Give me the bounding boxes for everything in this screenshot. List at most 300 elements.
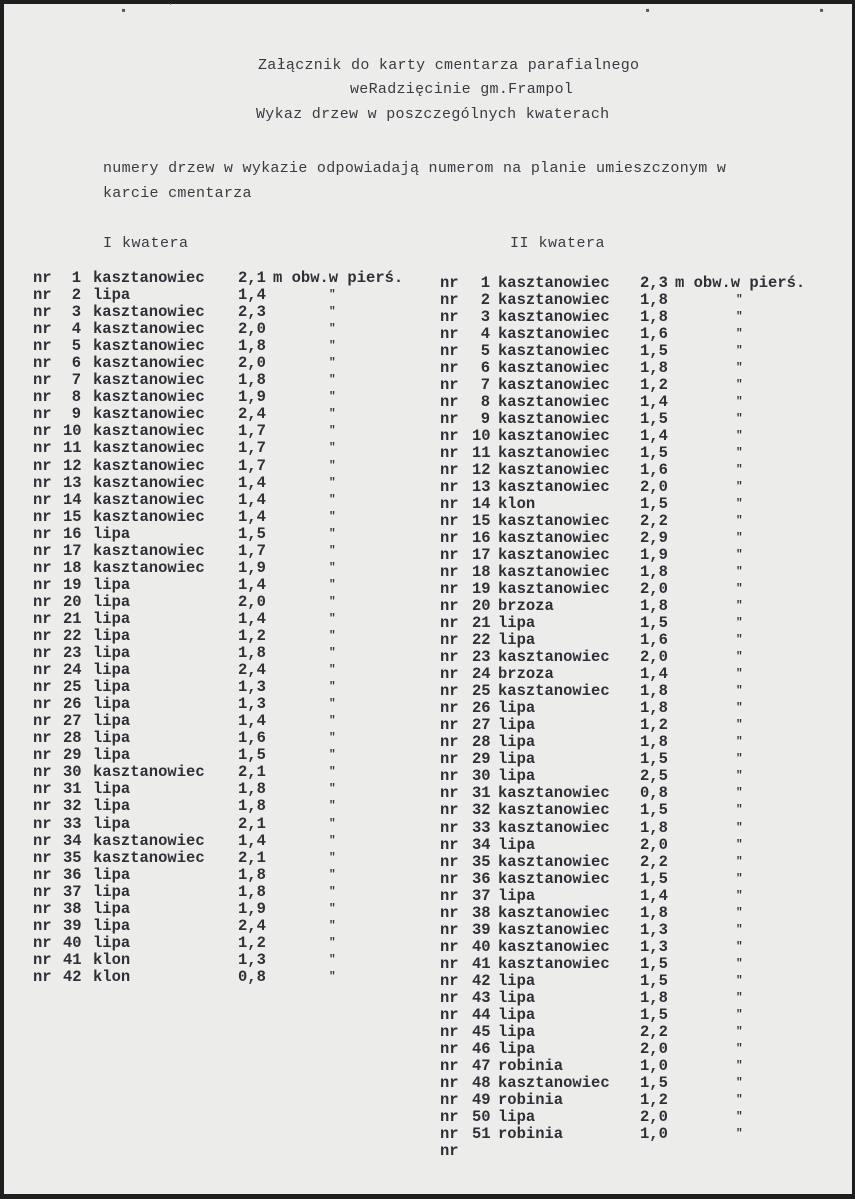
row-prefix: nr — [440, 682, 459, 701]
ditto-mark: " — [736, 362, 743, 375]
tree-species: lipa — [93, 592, 131, 611]
row-prefix: nr — [440, 597, 459, 616]
tree-number: 5 — [480, 342, 490, 361]
tree-circumference: 1,5 — [640, 801, 668, 820]
tree-circumference: 1,2 — [238, 933, 266, 952]
tree-species: klon — [498, 495, 536, 514]
tree-number: 20 — [63, 592, 82, 611]
ditto-mark: " — [736, 1042, 743, 1055]
row-prefix: nr — [440, 1073, 459, 1092]
row-prefix: nr — [33, 303, 52, 322]
row-prefix: nr — [440, 1107, 459, 1126]
ditto-mark: " — [329, 323, 336, 336]
ditto-mark: " — [736, 345, 743, 358]
row-prefix: nr — [440, 1056, 459, 1075]
tree-species: kasztanowiec — [93, 422, 205, 441]
row-prefix: nr — [33, 882, 52, 901]
tree-number: 26 — [63, 695, 82, 714]
ditto-mark: " — [736, 906, 743, 919]
row-prefix: nr — [440, 1141, 459, 1160]
row-prefix: nr — [33, 626, 52, 645]
tree-species: kasztanowiec — [93, 541, 205, 560]
tree-number: 42 — [472, 971, 491, 990]
tree-number: 15 — [472, 512, 491, 531]
tree-circumference: 1,6 — [640, 631, 668, 650]
tree-number: 10 — [472, 427, 491, 446]
tree-species: kasztanowiec — [93, 269, 205, 287]
tree-number: 30 — [472, 767, 491, 786]
row-prefix: nr — [33, 507, 52, 526]
ditto-mark: " — [329, 578, 336, 591]
row-prefix: nr — [33, 609, 52, 628]
ditto-mark: " — [329, 357, 336, 370]
row-prefix: nr — [33, 865, 52, 884]
tree-species: lipa — [93, 746, 131, 765]
tree-circumference: 1,8 — [238, 865, 266, 884]
ditto-mark: " — [329, 936, 336, 949]
ditto-mark: " — [329, 766, 336, 779]
tree-number: 32 — [63, 797, 82, 816]
tree-number: 23 — [63, 644, 82, 663]
tree-circumference: 2,2 — [640, 852, 668, 871]
row-prefix: nr — [33, 695, 52, 714]
tree-number: 4 — [480, 325, 490, 344]
tree-number: 16 — [63, 524, 82, 543]
tree-circumference: 1,8 — [640, 699, 668, 718]
ditto-mark: " — [329, 476, 336, 489]
row-prefix: nr — [33, 541, 52, 560]
tree-circumference: 1,8 — [640, 733, 668, 752]
tree-number: 35 — [63, 848, 82, 867]
row-prefix: nr — [33, 354, 52, 373]
tree-circumference: 1,0 — [640, 1056, 668, 1075]
tree-number: 51 — [472, 1124, 491, 1143]
ditto-mark: " — [736, 447, 743, 460]
tree-circumference: 1,4 — [238, 609, 266, 628]
tree-circumference: 2,0 — [640, 580, 668, 599]
row-prefix: nr — [440, 699, 459, 718]
ditto-mark: " — [736, 872, 743, 885]
tree-number: 4 — [71, 320, 81, 339]
tree-number: 12 — [472, 461, 491, 480]
tree-number: 37 — [63, 882, 82, 901]
tree-circumference: 2,3 — [238, 303, 266, 322]
tree-species: lipa — [498, 988, 536, 1007]
tree-species: robinia — [498, 1124, 564, 1143]
tree-circumference: 0,8 — [640, 784, 668, 803]
row-prefix: nr — [440, 563, 459, 582]
note-line-2: karcie cmentarza — [103, 185, 252, 202]
tree-species: lipa — [93, 286, 131, 305]
ditto-mark: " — [329, 647, 336, 660]
tree-circumference: 1,6 — [238, 729, 266, 748]
tree-circumference: 1,3 — [640, 920, 668, 939]
tree-species: kasztanowiec — [93, 439, 205, 458]
tree-species: lipa — [498, 767, 536, 786]
row-prefix: nr — [440, 359, 459, 378]
ditto-mark: " — [736, 855, 743, 868]
tree-circumference: 1,4 — [238, 286, 266, 305]
tree-species: brzoza — [498, 665, 554, 684]
tree-circumference: 1,5 — [640, 971, 668, 990]
tree-species: kasztanowiec — [93, 320, 205, 339]
tree-circumference: 1,9 — [640, 546, 668, 565]
ditto-mark: " — [736, 804, 743, 817]
row-prefix: nr — [440, 716, 459, 735]
tree-species: kasztanowiec — [498, 580, 610, 599]
ditto-mark: " — [329, 664, 336, 677]
tree-number: 16 — [472, 529, 491, 548]
tree-number: 44 — [472, 1005, 491, 1024]
scan-speck: ▪ — [818, 4, 826, 18]
ditto-mark: " — [329, 698, 336, 711]
document-title: Załącznik do karty cmentarza parafialnego — [258, 57, 640, 74]
row-prefix: nr — [440, 393, 459, 412]
ditto-mark: " — [736, 1076, 743, 1089]
tree-species: kasztanowiec — [498, 869, 610, 888]
tree-number: 18 — [63, 558, 82, 577]
tree-species: lipa — [93, 780, 131, 799]
tree-number: 34 — [472, 835, 491, 854]
ditto-mark: " — [329, 425, 336, 438]
row-prefix: nr — [33, 780, 52, 799]
ditto-mark: " — [329, 544, 336, 557]
row-prefix: nr — [440, 1090, 459, 1109]
ditto-mark: " — [736, 532, 743, 545]
tree-species: lipa — [93, 797, 131, 816]
ditto-mark: " — [736, 617, 743, 630]
tree-number: 25 — [472, 682, 491, 701]
tree-species: kasztanowiec — [93, 371, 205, 390]
tree-number: 9 — [71, 405, 81, 424]
tree-number: 23 — [472, 648, 491, 667]
ditto-mark: " — [329, 510, 336, 523]
tree-number: 13 — [472, 478, 491, 497]
ditto-mark: " — [329, 834, 336, 847]
row-prefix: nr — [440, 886, 459, 905]
tree-circumference: 2,0 — [640, 1107, 668, 1126]
row-prefix: nr — [440, 631, 459, 650]
tree-circumference: 1,4 — [238, 473, 266, 492]
tree-circumference: 2,2 — [640, 1022, 668, 1041]
tree-circumference: 1,8 — [640, 563, 668, 582]
tree-number: 3 — [71, 303, 81, 322]
tree-circumference: 2,0 — [640, 835, 668, 854]
ditto-mark: " — [736, 1127, 743, 1140]
tree-species: kasztanowiec — [498, 546, 610, 565]
ditto-mark: " — [329, 749, 336, 762]
tree-species: kasztanowiec — [93, 831, 205, 850]
row-prefix: nr — [33, 763, 52, 782]
tree-number: 34 — [63, 831, 82, 850]
tree-number: 40 — [63, 933, 82, 952]
ditto-mark: " — [329, 561, 336, 574]
tree-species: kasztanowiec — [498, 461, 610, 480]
tree-species: kasztanowiec — [498, 937, 610, 956]
tree-circumference: 2,0 — [640, 478, 668, 497]
tree-species: kasztanowiec — [498, 852, 610, 871]
tree-circumference: 1,8 — [238, 882, 266, 901]
tree-species: lipa — [498, 733, 536, 752]
row-prefix: nr — [440, 767, 459, 786]
row-prefix: nr — [33, 592, 52, 611]
tree-species: kasztanowiec — [498, 801, 610, 820]
ditto-mark: " — [736, 430, 743, 443]
tree-number: 30 — [63, 763, 82, 782]
ditto-mark: " — [736, 974, 743, 987]
ditto-mark: " — [736, 396, 743, 409]
tree-species: kasztanowiec — [498, 920, 610, 939]
tree-species: lipa — [498, 1005, 536, 1024]
row-prefix: nr — [440, 274, 459, 292]
ditto-mark: " — [329, 595, 336, 608]
ditto-mark: " — [329, 681, 336, 694]
ditto-mark: " — [736, 991, 743, 1004]
ditto-mark: " — [736, 311, 743, 324]
tree-species: kasztanowiec — [93, 473, 205, 492]
row-prefix: nr — [440, 1124, 459, 1143]
row-prefix: nr — [33, 729, 52, 748]
ditto-mark: " — [329, 902, 336, 915]
tree-species: kasztanowiec — [498, 648, 610, 667]
tree-circumference: 1,5 — [238, 524, 266, 543]
tree-species: kasztanowiec — [498, 342, 610, 361]
ditto-mark: " — [736, 651, 743, 664]
row-prefix: nr — [33, 490, 52, 509]
tree-circumference: 2,0 — [640, 1039, 668, 1058]
tree-species: kasztanowiec — [498, 444, 610, 463]
ditto-mark: " — [329, 885, 336, 898]
ditto-mark: " — [736, 753, 743, 766]
row-prefix: nr — [440, 546, 459, 565]
tree-number: 29 — [63, 746, 82, 765]
tree-number: 43 — [472, 988, 491, 1007]
tree-number: 10 — [63, 422, 82, 441]
row-prefix: nr — [33, 831, 52, 850]
tree-number: 29 — [472, 750, 491, 769]
tree-number: 37 — [472, 886, 491, 905]
tree-circumference: 1,7 — [238, 456, 266, 475]
ditto-mark: " — [329, 970, 336, 983]
row-prefix: nr — [440, 410, 459, 429]
ditto-mark: " — [736, 413, 743, 426]
tree-circumference: 1,8 — [238, 337, 266, 356]
ditto-mark: " — [329, 527, 336, 540]
tree-circumference: 1,4 — [238, 490, 266, 509]
tree-number: 12 — [63, 456, 82, 475]
row-prefix: nr — [440, 750, 459, 769]
scan-speck: ▪ — [120, 4, 128, 18]
row-prefix: nr — [440, 971, 459, 990]
tree-number: 35 — [472, 852, 491, 871]
tree-species: kasztanowiec — [93, 456, 205, 475]
tree-circumference: 1,4 — [640, 665, 668, 684]
tree-number: 3 — [480, 308, 490, 327]
row-prefix: nr — [33, 439, 52, 458]
tree-circumference: 1,5 — [640, 444, 668, 463]
tree-number: 6 — [480, 359, 490, 378]
ditto-mark: " — [736, 668, 743, 681]
row-prefix: nr — [33, 269, 52, 287]
row-prefix: nr — [33, 422, 52, 441]
tree-circumference: 1,8 — [640, 988, 668, 1007]
tree-circumference: 1,2 — [640, 716, 668, 735]
tree-circumference: 2,2 — [640, 512, 668, 531]
tree-species: lipa — [93, 729, 131, 748]
ditto-mark: " — [329, 732, 336, 745]
tree-circumference: 1,6 — [640, 461, 668, 480]
tree-circumference: 1,7 — [238, 439, 266, 458]
row-prefix: nr — [33, 746, 52, 765]
tree-species: kasztanowiec — [93, 388, 205, 407]
row-prefix: nr — [33, 371, 52, 390]
tree-number: 14 — [472, 495, 491, 514]
tree-circumference: 1,8 — [238, 797, 266, 816]
tree-circumference: 1,8 — [640, 308, 668, 327]
tree-species: lipa — [498, 631, 536, 650]
tree-circumference: 1,3 — [238, 950, 266, 969]
ditto-mark: " — [736, 685, 743, 698]
row-prefix: nr — [440, 495, 459, 514]
row-prefix: nr — [33, 575, 52, 594]
tree-number: 17 — [63, 541, 82, 560]
row-prefix: nr — [33, 320, 52, 339]
ditto-mark: " — [736, 379, 743, 392]
tree-number: 38 — [472, 903, 491, 922]
document-subtitle: Wykaz drzew w poszczególnych kwaterach — [256, 106, 610, 123]
tree-number: 6 — [71, 354, 81, 373]
tree-circumference: 1,4 — [238, 831, 266, 850]
tree-circumference: 1,8 — [640, 291, 668, 310]
tree-number: 7 — [480, 376, 490, 395]
tree-circumference: 1,8 — [640, 903, 668, 922]
ditto-mark: " — [329, 493, 336, 506]
tree-circumference: 1,8 — [238, 780, 266, 799]
row-prefix: nr — [440, 665, 459, 684]
row-prefix: nr — [440, 529, 459, 548]
tree-species: kasztanowiec — [498, 512, 610, 531]
ditto-mark: " — [736, 1093, 743, 1106]
tree-species: kasztanowiec — [93, 763, 205, 782]
row-prefix: nr — [440, 784, 459, 803]
row-prefix: nr — [440, 818, 459, 837]
tree-species: lipa — [93, 626, 131, 645]
tree-number: 28 — [472, 733, 491, 752]
tree-species: kasztanowiec — [498, 274, 610, 292]
tree-number: 20 — [472, 597, 491, 616]
ditto-mark: " — [736, 515, 743, 528]
tree-circumference: 1,4 — [640, 886, 668, 905]
row-prefix: nr — [440, 342, 459, 361]
ditto-mark: " — [329, 306, 336, 319]
tree-number: 50 — [472, 1107, 491, 1126]
ditto-mark: " — [736, 600, 743, 613]
tree-circumference: 1,3 — [640, 937, 668, 956]
ditto-mark: " — [736, 566, 743, 579]
scan-speck: ˈ — [167, 2, 175, 16]
tree-circumference: 2,4 — [238, 916, 266, 935]
tree-circumference: 2,3 — [640, 274, 668, 292]
ditto-mark: " — [736, 821, 743, 834]
row-prefix: nr — [440, 478, 459, 497]
tree-species: kasztanowiec — [93, 405, 205, 424]
row-prefix: nr — [33, 473, 52, 492]
row-prefix: nr — [33, 916, 52, 935]
tree-number: 1 — [71, 269, 81, 287]
tree-number: 11 — [63, 439, 82, 458]
tree-species: lipa — [93, 524, 131, 543]
ditto-mark: " — [329, 851, 336, 864]
tree-number: 41 — [472, 954, 491, 973]
tree-circumference: 1,5 — [640, 342, 668, 361]
tree-species: kasztanowiec — [498, 682, 610, 701]
tree-species: kasztanowiec — [93, 490, 205, 509]
row-prefix: nr — [33, 899, 52, 918]
tree-number: 21 — [63, 609, 82, 628]
tree-number: 9 — [480, 410, 490, 429]
tree-circumference: 1,3 — [238, 695, 266, 714]
tree-number: 31 — [63, 780, 82, 799]
tree-number: 18 — [472, 563, 491, 582]
ditto-mark: " — [329, 629, 336, 642]
tree-species: robinia — [498, 1090, 564, 1109]
tree-circumference: 1,5 — [640, 869, 668, 888]
tree-number: 27 — [472, 716, 491, 735]
tree-species: kasztanowiec — [498, 954, 610, 973]
tree-number: 19 — [63, 575, 82, 594]
row-prefix: nr — [440, 291, 459, 310]
tree-species: lipa — [498, 750, 536, 769]
row-prefix: nr — [440, 903, 459, 922]
tree-species: lipa — [93, 916, 131, 935]
tree-circumference: 1,4 — [238, 712, 266, 731]
tree-species: lipa — [93, 899, 131, 918]
tree-number: 2 — [71, 286, 81, 305]
tree-number: 2 — [480, 291, 490, 310]
tree-number: 27 — [63, 712, 82, 731]
ditto-mark: " — [329, 612, 336, 625]
tree-species: lipa — [93, 814, 131, 833]
row-prefix: nr — [440, 988, 459, 1007]
scan-speck: ▪ — [644, 4, 652, 18]
row-prefix: nr — [440, 1005, 459, 1024]
row-prefix: nr — [440, 614, 459, 633]
tree-number: 46 — [472, 1039, 491, 1058]
ditto-mark: " — [329, 868, 336, 881]
ditto-mark: " — [329, 817, 336, 830]
tree-species: kasztanowiec — [498, 291, 610, 310]
quarter-1-title: I kwatera — [103, 235, 189, 252]
tree-number: 45 — [472, 1022, 491, 1041]
tree-circumference: 1,4 — [238, 507, 266, 526]
ditto-mark: " — [736, 957, 743, 970]
tree-number: 26 — [472, 699, 491, 718]
tree-species: kasztanowiec — [93, 507, 205, 526]
tree-species: lipa — [498, 614, 536, 633]
tree-circumference: 1,4 — [640, 427, 668, 446]
tree-circumference: 2,0 — [640, 648, 668, 667]
tree-species: kasztanowiec — [498, 784, 610, 803]
ditto-mark: " — [736, 328, 743, 341]
tree-species: kasztanowiec — [498, 410, 610, 429]
tree-species: kasztanowiec — [498, 529, 610, 548]
tree-number: 36 — [472, 869, 491, 888]
tree-species: lipa — [498, 835, 536, 854]
row-prefix: nr — [440, 852, 459, 871]
ditto-mark: " — [736, 634, 743, 647]
tree-circumference: 2,0 — [238, 354, 266, 373]
tree-number: 36 — [63, 865, 82, 884]
